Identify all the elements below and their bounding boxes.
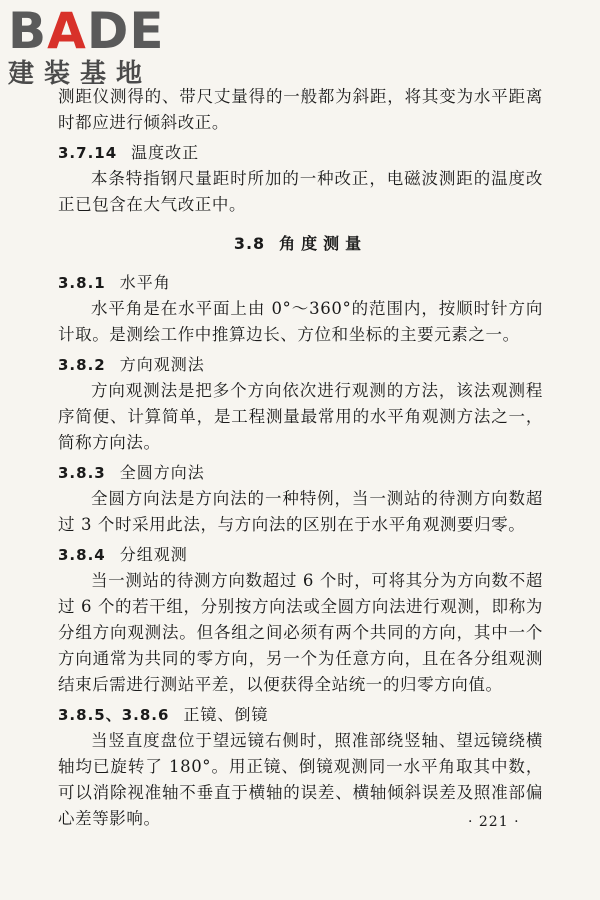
clause-title: 方向观测法 — [119, 355, 205, 374]
paragraph-381: 水平角是在水平面上由 0°～360°的范围内，按顺时针方向计取。是测绘工作中推算边长、方位和坐标的主要元素之一。 — [58, 299, 543, 344]
clause-number: 3.8.5、3.8.6 — [58, 706, 170, 724]
paragraph-382: 方向观测法是把多个方向依次进行观测的方法，该法观测程序简便、计算简单，是工程测量最常用的水平角观测方法之一，简称方向法。 — [58, 381, 543, 452]
paragraph-384: 当一测站的待测方向数超过 6 个时，可将其分为方向数不超过 6 个的若干组，分别按方向法或全圆方向法进行观测，即称为分组方向观测法。但各组之间必须有两个共同的方向，其中一个方向通常为共同的零方向，另一个为任意方向，且在各分组观测结束后需进行测站平差，以便获得全站统一的归零方向值。 — [58, 571, 543, 694]
clause-heading-383 — [58, 460, 543, 486]
watermark-logo — [8, 2, 165, 89]
clause-heading-384 — [58, 542, 543, 568]
page-body — [58, 84, 543, 832]
clause-number: 3.8.2 — [58, 356, 106, 374]
clause-number: 3.8.1 — [58, 274, 106, 292]
watermark-subtitle: 建装基地 — [8, 59, 153, 89]
section-title-text: 角度测量 — [279, 234, 368, 253]
clause-heading-381 — [58, 270, 543, 296]
section-title-38 — [58, 231, 543, 257]
clause-title: 分组观测 — [119, 545, 188, 564]
page-number: · 221 · — [468, 814, 520, 830]
paragraph-3856: 当竖直度盘位于望远镜右侧时，照准部绕竖轴、望远镜绕横轴均已旋转了 180°。用正镜、倒镜观测同一水平角取其中数，可以消除视准轴不垂直于横轴的误差、横轴倾斜误差及照准部偏心差等影响。 — [58, 731, 543, 828]
clause-heading-3714 — [58, 140, 543, 166]
section-number: 3.8 — [233, 234, 266, 253]
clause-heading-3856 — [58, 702, 543, 728]
watermark-accent: A — [47, 2, 87, 60]
paragraph-intro: 测距仪测得的、带尺丈量得的一般都为斜距，将其变为水平距离时都应进行倾斜改正。 — [58, 87, 543, 132]
clause-heading-382 — [58, 352, 543, 378]
paragraph-3714: 本条特指钢尺量距时所加的一种改正，电磁波测距的温度改正已包含在大气改正中。 — [58, 169, 543, 214]
clause-number: 3.8.4 — [58, 546, 106, 564]
paragraph-383: 全圆方向法是方向法的一种特例，当一测站的待测方向数超过 3 个时采用此法，与方向法的区别在于水平角观测要归零。 — [58, 489, 543, 534]
clause-title: 正镜、倒镜 — [183, 705, 269, 724]
clause-title: 水平角 — [119, 273, 171, 292]
clause-title: 温度改正 — [131, 143, 200, 162]
watermark-brand: BADE — [8, 2, 165, 60]
clause-number: 3.7.14 — [58, 144, 118, 162]
clause-number: 3.8.3 — [58, 464, 106, 482]
clause-title: 全圆方向法 — [119, 463, 205, 482]
